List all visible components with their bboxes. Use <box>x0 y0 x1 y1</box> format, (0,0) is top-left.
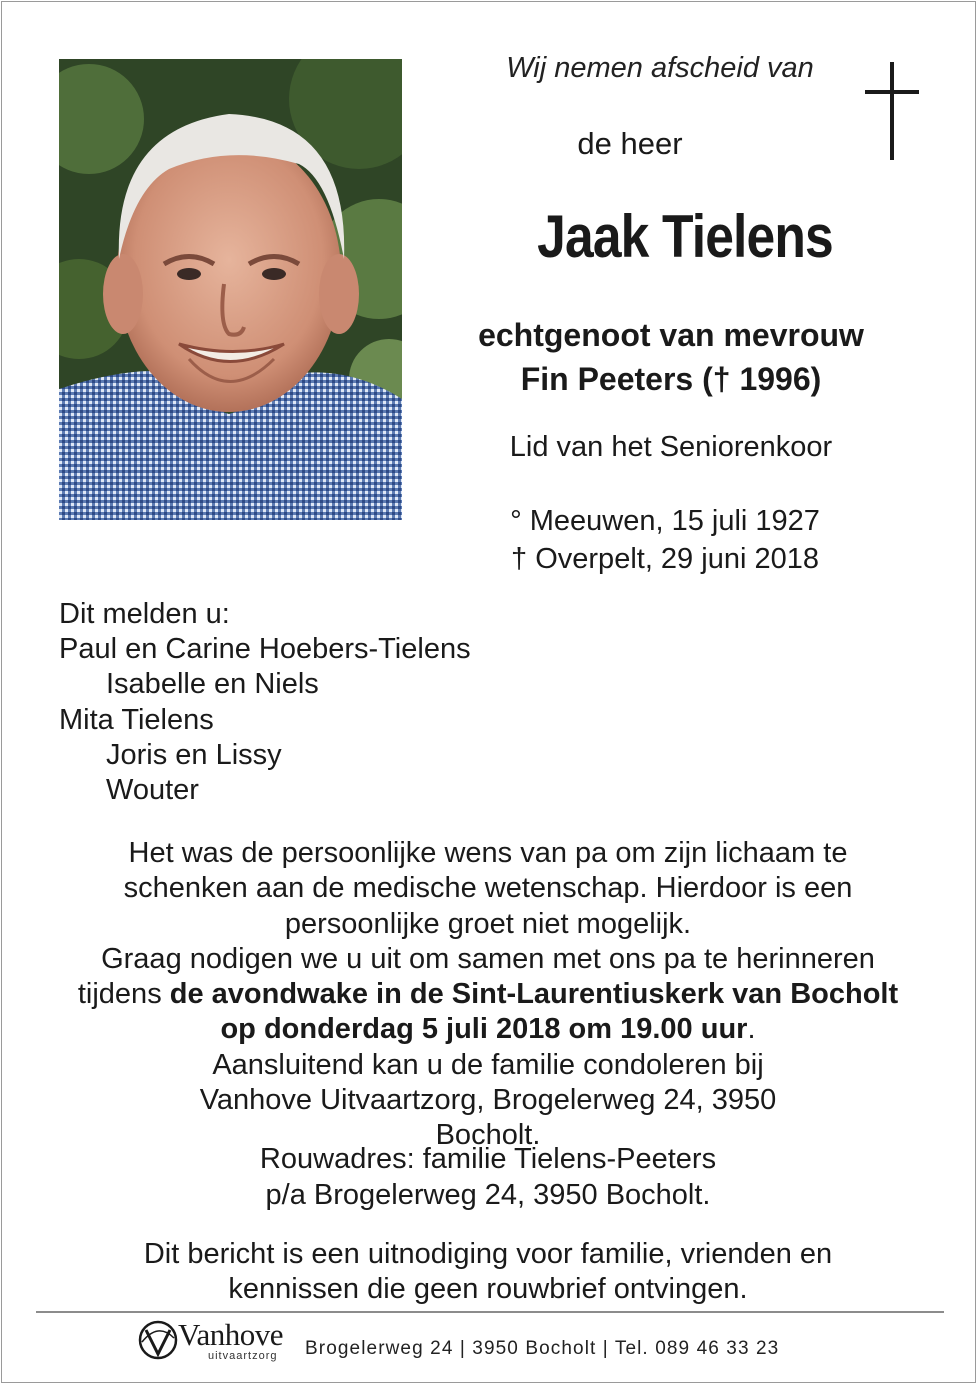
family-heading: Dit melden u: <box>59 598 230 630</box>
vanhove-logo-icon <box>136 1318 180 1362</box>
intro-text: Wij nemen afscheid van <box>506 52 814 84</box>
message-condolence: Aansluitend kan u de familie condoleren bij Vanhove Uitvaartzorg, Brogelerweg 24, 3950 Bocholt. <box>199 1048 777 1152</box>
footer-contact: Brogelerweg 24 | 3950 Bocholt | Tel. 089 46 33 23 <box>305 1338 780 1359</box>
logo-subtitle: uitvaartzorg <box>208 1350 278 1362</box>
message-invitation <box>40 942 936 1048</box>
invitation-line-1: Dit bericht is een uitnodiging voor familie, vrienden en <box>143 1238 833 1270</box>
spouse-line-1: echtgenoot van mevrouw <box>478 317 864 353</box>
address-line-1: Rouwadres: familie Tielens-Peeters <box>259 1143 717 1175</box>
family-member: Isabelle en Niels <box>106 668 319 701</box>
family-list <box>59 597 471 808</box>
logo-name: Vanhove <box>178 1317 283 1352</box>
spouse-line-2: Fin Peeters († 1996) <box>520 361 822 397</box>
honorific: de heer <box>577 126 683 161</box>
family-member: Wouter <box>106 774 199 807</box>
invitation-line-2: kennissen die geen rouwbrief ontvingen. <box>228 1273 748 1305</box>
message-text <box>40 836 936 1154</box>
wake-details: de avondwake in de Sint-Laurentiuskerk van Bocholt op donderdag 5 juli 2018 om 19.00 uur <box>169 978 899 1046</box>
footer-divider <box>36 1311 944 1313</box>
family-member: Mita Tielens <box>59 703 214 736</box>
life-dates <box>430 502 900 578</box>
spouse-info <box>430 313 912 401</box>
portrait-photo <box>59 59 402 520</box>
invitation-prefix: Graag nodigen we u uit om samen met ons pa te herinneren tijdens <box>77 942 875 1011</box>
invitation-suffix: . <box>747 1013 756 1046</box>
address-line-2: p/a Brogelerweg 24, 3950 Bocholt. <box>265 1179 711 1211</box>
death-date: † Overpelt, 29 juni 2018 <box>511 543 819 575</box>
deceased-name: Jaak Tielens <box>537 203 833 270</box>
family-member: Paul en Carine Hoebers-Tielens <box>59 633 471 666</box>
message-wish: Het was de persoonlijke wens van pa om zijn lichaam te schenken aan de medische wetenschap. Hierdoor is een persoonlijke groet niet mogelijk. <box>123 837 853 940</box>
membership: Lid van het Seniorenkoor <box>509 431 833 463</box>
mourning-address <box>40 1141 936 1213</box>
birth-date: ° Meeuwen, 15 juli 1927 <box>510 505 820 537</box>
family-member: Joris en Lissy <box>106 738 282 771</box>
invitation-note <box>40 1237 936 1307</box>
